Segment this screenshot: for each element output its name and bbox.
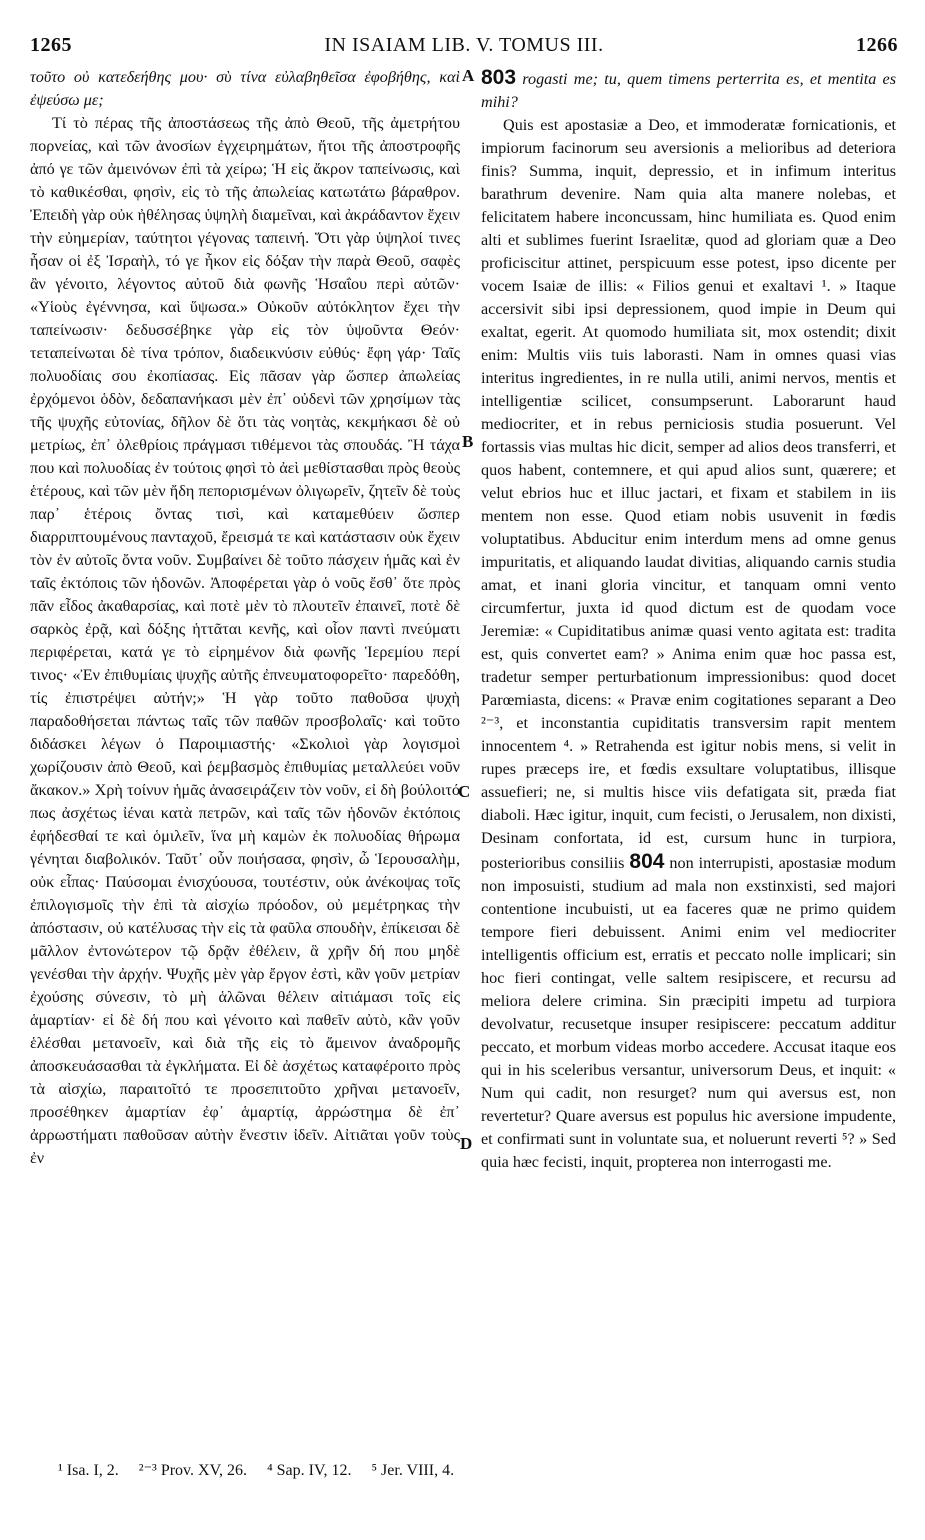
greek-intro: τοῦτο οὐ κατεδεήθης μου· σὺ τίνα εὐλαβηθεῖσα ἐφοβήθης, καὶ ἐψεύσω με;: [30, 68, 460, 109]
greek-body: Τί τὸ πέρας τῆς ἀποστάσεως τῆς ἀπὸ Θεοῦ, τῆς ἀμετρήτου πορνείας, καὶ τῶν ἀνοσίων ἐγχειρημάτων, ἤτοι τῆς ἀποστροφῆς ἀπό γε τῶν ἀμεινόνων ἐπὶ τὰ χείρω; Ἡ εἰς ἄκρον ταπείνωσις, καὶ τὸ καθικέσθαι, φησὶν, εἰς τὸ τῆς ἀπωλείας κατωτάτω βάραθρον. Ἐπειδὴ γὰρ οὐκ ἠθέλησας ὑψηλὴ διαμεῖναι, καὶ ἀκράδαντον ἔχειν τὴν εὐημερίαν, ταύτητοι γέγονας ταπεινή. Ὅτι γὰρ ὑψηλοί τινες ἦσαν οἱ ἐξ Ἰσραὴλ, τό γε ἧκον εἰς δόξαν τὴν παρὰ Θεοῦ, σαφὲς ἂν γένοιτο, λέγοντος αὐτοῦ διὰ φωνῆς Ἡσαΐου περὶ αὐτῶν· «Υἱοὺς ἐγέννησα, καὶ ὕψωσα.» Οὐκοῦν αὐτόκλητον ἔχει τὴν ταπείνωσιν· δεδυσσέβηκε γὰρ εἰς τὸν ὑψοῦντα Θεόν· τεταπείνωται δὲ τίνα τρόπον, διαδεικνύσιν εὐθύς· ἔφη γάρ· Ταῖς πολυοδίαις σου ἐκοπίασας. Εἰς πᾶσαν γὰρ ὥσπερ ἀπωλείας ἐρχόμενοι ὁδὸν, δεδαπανήκασι μὲν ἐπ᾽ οὐδενὶ τῶν χρησίμων τὰς τῆς ψυχῆς εὐτονίας, δῆλον δὲ ὅτι τὰς νοητὰς, κεκμήκασι δὲ οὐ μετρίως, ἐπ᾽ ὀλεθρίοις πράγμασι τιθέμενοι τὰς σπουδάς. Ἢ τάχα που καὶ πολυοδίας ἐν τούτοις φησὶ τὸ ἀεὶ μεθίστασθαι πρὸς θεοὺς ἑτέρους, καὶ τῶν μὲν ἤδη πεπορισμένων ὀλιγωρεῖν, ζητεῖν δὲ τοὺς παρ᾽ ἑτέροις ὄντας τισὶ, καὶ καταμεθύειν ὥσπερ διαρριπτουμένους πανταχοῦ, ἔρεισμά τε καὶ κατάστασιν οὐκ ἔχειν τὸν ἐν αὐτοῖς ὄντα νοῦν. Συμβαίνει δὲ τοῦτο πάσχειν ἡμᾶς καὶ ἐν ταῖς ἐκτόποις τῶν ἡδονῶν. Ἀποφέρεται γὰρ ὁ νοῦς ἔσθ᾽ ὅτε πρὸς πᾶν εἶδος ἀκαθαρσίας, καὶ ποτὲ μὲν τὸ πλουτεῖν ἐπαινεῖ, ποτὲ δὲ σαρκὸς ἐρᾷ, καὶ δόξης ἡττᾶται κενῆς, καὶ οἷον παντὶ πνεύματι περιφέρεται, κατά γε τὸ εἰρημένον διὰ φωνῆς Ἱερεμίου περί τινος· «Ἐν ἐπιθυμίαις ψυχῆς αὐτῆς ἐπνευματοφορεῖτο· παρεδόθη, τίς ἐπιστρέψει αὐτήν;» Ἡ γὰρ τοῦτο παθοῦσα ψυχὴ παραδοθήσεται πάντως ταῖς τῶν παθῶν προσβολαῖς· καὶ τοῦτο διδάσκει λέγων ὁ Παροιμιαστής· «Σκολιοὶ γὰρ λογισμοὶ χωρίζουσιν ἀπὸ Θεοῦ, καὶ ῥεμβασμὸς ἐπιθυμίας μεταλλεύει νοῦν ἄκακον.» Χρὴ τοίνυν ἡμᾶς ἀνασειράζειν τὸν νοῦν, εἰ δὴ βούλοιτό πως ἀσχέτως ἰέναι κατὰ πετρῶν, καὶ ταῖς τῶν ἡδονῶν ἐκτόποις ἐφήδεσθαί τε καὶ ὁμιλεῖν, ἵνα μὴ καμὼν ἐκ πολυοδίας θήρωμα γένηται διαβολικόν. Ταῦτ᾽ οὖν ποιήσασα, φησὶν, ὦ Ἱερουσαλὴμ, οὐκ εἶπας· Παύσομαι ἐνισχύουσα, τουτέστιν, οὐκ ἀνέκοψας τοῖς ἐπιλογισμοῖς τὴν ἐπὶ τὰ αἰσχίω πρόοδον, οὐ μεμέτρηκας τὴν ἀπόστασιν, οὐ κατέλυσας τὴν εἰς τὰ φαῦλα σπουδὴν, ἐπίκεισαι δὲ μᾶλλον ἐντονώτερον τῷ δρᾷν ἐθέλειν, ἃ χρῆν δή που μηδὲ γενέσθαι τὴν ἀρχήν. Ψυχῆς μὲν γὰρ ἔργον ἐστὶ, κἂν γοῦν μετρίαν ἐχούσης σύνεσιν, τὸ μὴ ἁλῶναι θέλειν αἰτιάμασι τοῖς εἰς ἁμαρτίαν· εἰ δὲ δή που καὶ γένοιτο καὶ παθεῖν αὐτὸ, κἂν γοῦν ἑλέσθαι μετανοεῖν, καὶ διὰ τῆς εἰς τὸ ἄμεινον ἀναδρομῆς ἀποσκευάσασθαι τὰ ἐγκλήματα. Εἰ δὲ ἀσχέτως καταφέροιτο πρὸς τὰ αἰσχίω, παραιτοῖτό τε προσεπιτοῦτο χρῆναι μετανοεῖν, προσέθηκεν ἁμαρτίαν ἐφ᾽ ἁμαρτίᾳ, ἀρρώστημα δὲ ἐπ᾽ ἀρρωστήματι παθοῦσαν αὐτὴν ἔνεστιν ἰδεῖν. Αἰτιᾶται γοῦν τοὺς ἐν: [30, 114, 460, 1167]
page-number-left: 1265: [30, 34, 72, 56]
latin-body: [481, 114, 896, 1174]
column-number-803: 803: [481, 66, 517, 89]
footnote-1: ¹ Isa. I, 2.: [58, 1462, 119, 1479]
margin-letter-d: D: [460, 1134, 473, 1153]
greek-column: [30, 66, 460, 1170]
margin-letter-c: C: [458, 782, 471, 801]
latin-body-part1: Quis est apostasiæ a Deo, et immoderatæ fornicationis, et impiorum facinorum seu aversionis a melioribus ad deteriora finis? Summa, inquit, depressio, et in infimum interitus barathrum devenire. Nam quia alta manere nolebas, et felicitatem habere inconcussam, hinc humiliata es. Quod enim alti et sublimes fuerint Israelitæ, quod ad gloriam quæ a Deo proficiscitur attinet, perspicuum esse potest, ipso dicente per vocem Isaiæ de illis: « Filios genui et exaltavi ¹. » Itaque accersivit sibi ipsi depressionem, quod impie in Deum qui exaltat, egerit. At quomodo humiliata sit, mox ostendit; dixit enim: Multis viis tuis laborasti. Nam in omnes quasi vias interitus ingredientes, in re nulla utili, animi nervos, mentis et intelligentiæ scilicet, consumpserunt. Laborarunt haud mediocriter, et in rebus perniciosis studia posuerunt. Vel fortassis vias multas hic dicit, semper ad alios deos transferri, et quos habent, contemnere, et qui apud alios sunt, quærere; et velut ebrios huc et illuc jactari, et fixam et stabilem in iis mentem non esse. Quod etiam nobis usuvenit in fœdis voluptatibus. Abducitur enim interdum mens ad omne genus impuritatis, et aliquando laudat divitias, aliquando carnis studia amat, et inani gloria vincitur, et tanquam omni vento circumfertur, juxta id quod dictum est de quodam voce Jeremiæ: « Cupiditatibus animæ quasi vento agitata est: tradita est, quis convertet eam? » Anima enim quæ hoc passa est, tradetur semper perturbationum impressionibus: quod docet Parœmiasta, dicens: « Pravæ enim cogitationes separant a Deo ²⁻³, et inconstantia cupiditatis transversim rapit mentem innocentem ⁴. » Retrahenda est igitur nobis mens, si velit in rupes præceps ire, et fœdis exsultare voluptatibus, illisque assuefieri; ne, si multis hisce viis defatigata sit, præda fiat diaboli. Hæc igitur, inquit, cum fecisti, o Jerusalem, non dixisti, Desinam confortata, id est, cursum hunc in turpiora, posterioribus consiliis: [481, 116, 896, 872]
latin-intro-line: [481, 66, 896, 114]
footnote-3: ⁴ Sap. IV, 12.: [267, 1462, 352, 1479]
latin-body-part2: non interrupisti, apostasiæ modum non imposuisti, studium ad mala non exstinxisti, sed majori contentione incubuisti, ut ea faceres quæ ne primo quidem tempore fieri debuissent. Animi enim vel mediocriter intelligentis officium est, erratis et peccato nolle implicari; sin hoc fieri contingat, velle saltem resipiscere, et recursu ad meliora delere crimina. Sin præcipiti impetu ad turpiora devolvatur, recusetque insuper resipiscere: peccatum additur peccato, et morbum videas morbo accedere. Accusat itaque eos qui in his sceleribus versantur, universorum Deus, et inquit: « Num qui cadit, non resurget? num qui aversus est, non revertetur? Quare aversus est populus hic aversione impudente, et confirmati sunt in voluntate sua, et noluerunt reverti ⁵? » Sed quia hæc fecisti, inquit, propterea non interrogasti me.: [481, 854, 896, 1171]
page-number-right: 1266: [856, 34, 898, 56]
running-header: [30, 34, 898, 62]
footnotes: [30, 1460, 925, 1480]
running-title: IN ISAIAM LIB. V. TOMUS III.: [324, 34, 604, 56]
latin-column: [481, 66, 896, 1174]
margin-letter-a: A: [462, 66, 475, 85]
latin-intro: rogasti me; tu, quem timens perterrita es, et mentita es mihi?: [481, 70, 897, 111]
footnote-4: ⁵ Jer. VIII, 4.: [371, 1462, 455, 1479]
footnote-2: ²⁻³ Prov. XV, 26.: [138, 1462, 248, 1479]
column-number-804: 804: [629, 850, 665, 873]
margin-letter-b: B: [462, 432, 474, 451]
